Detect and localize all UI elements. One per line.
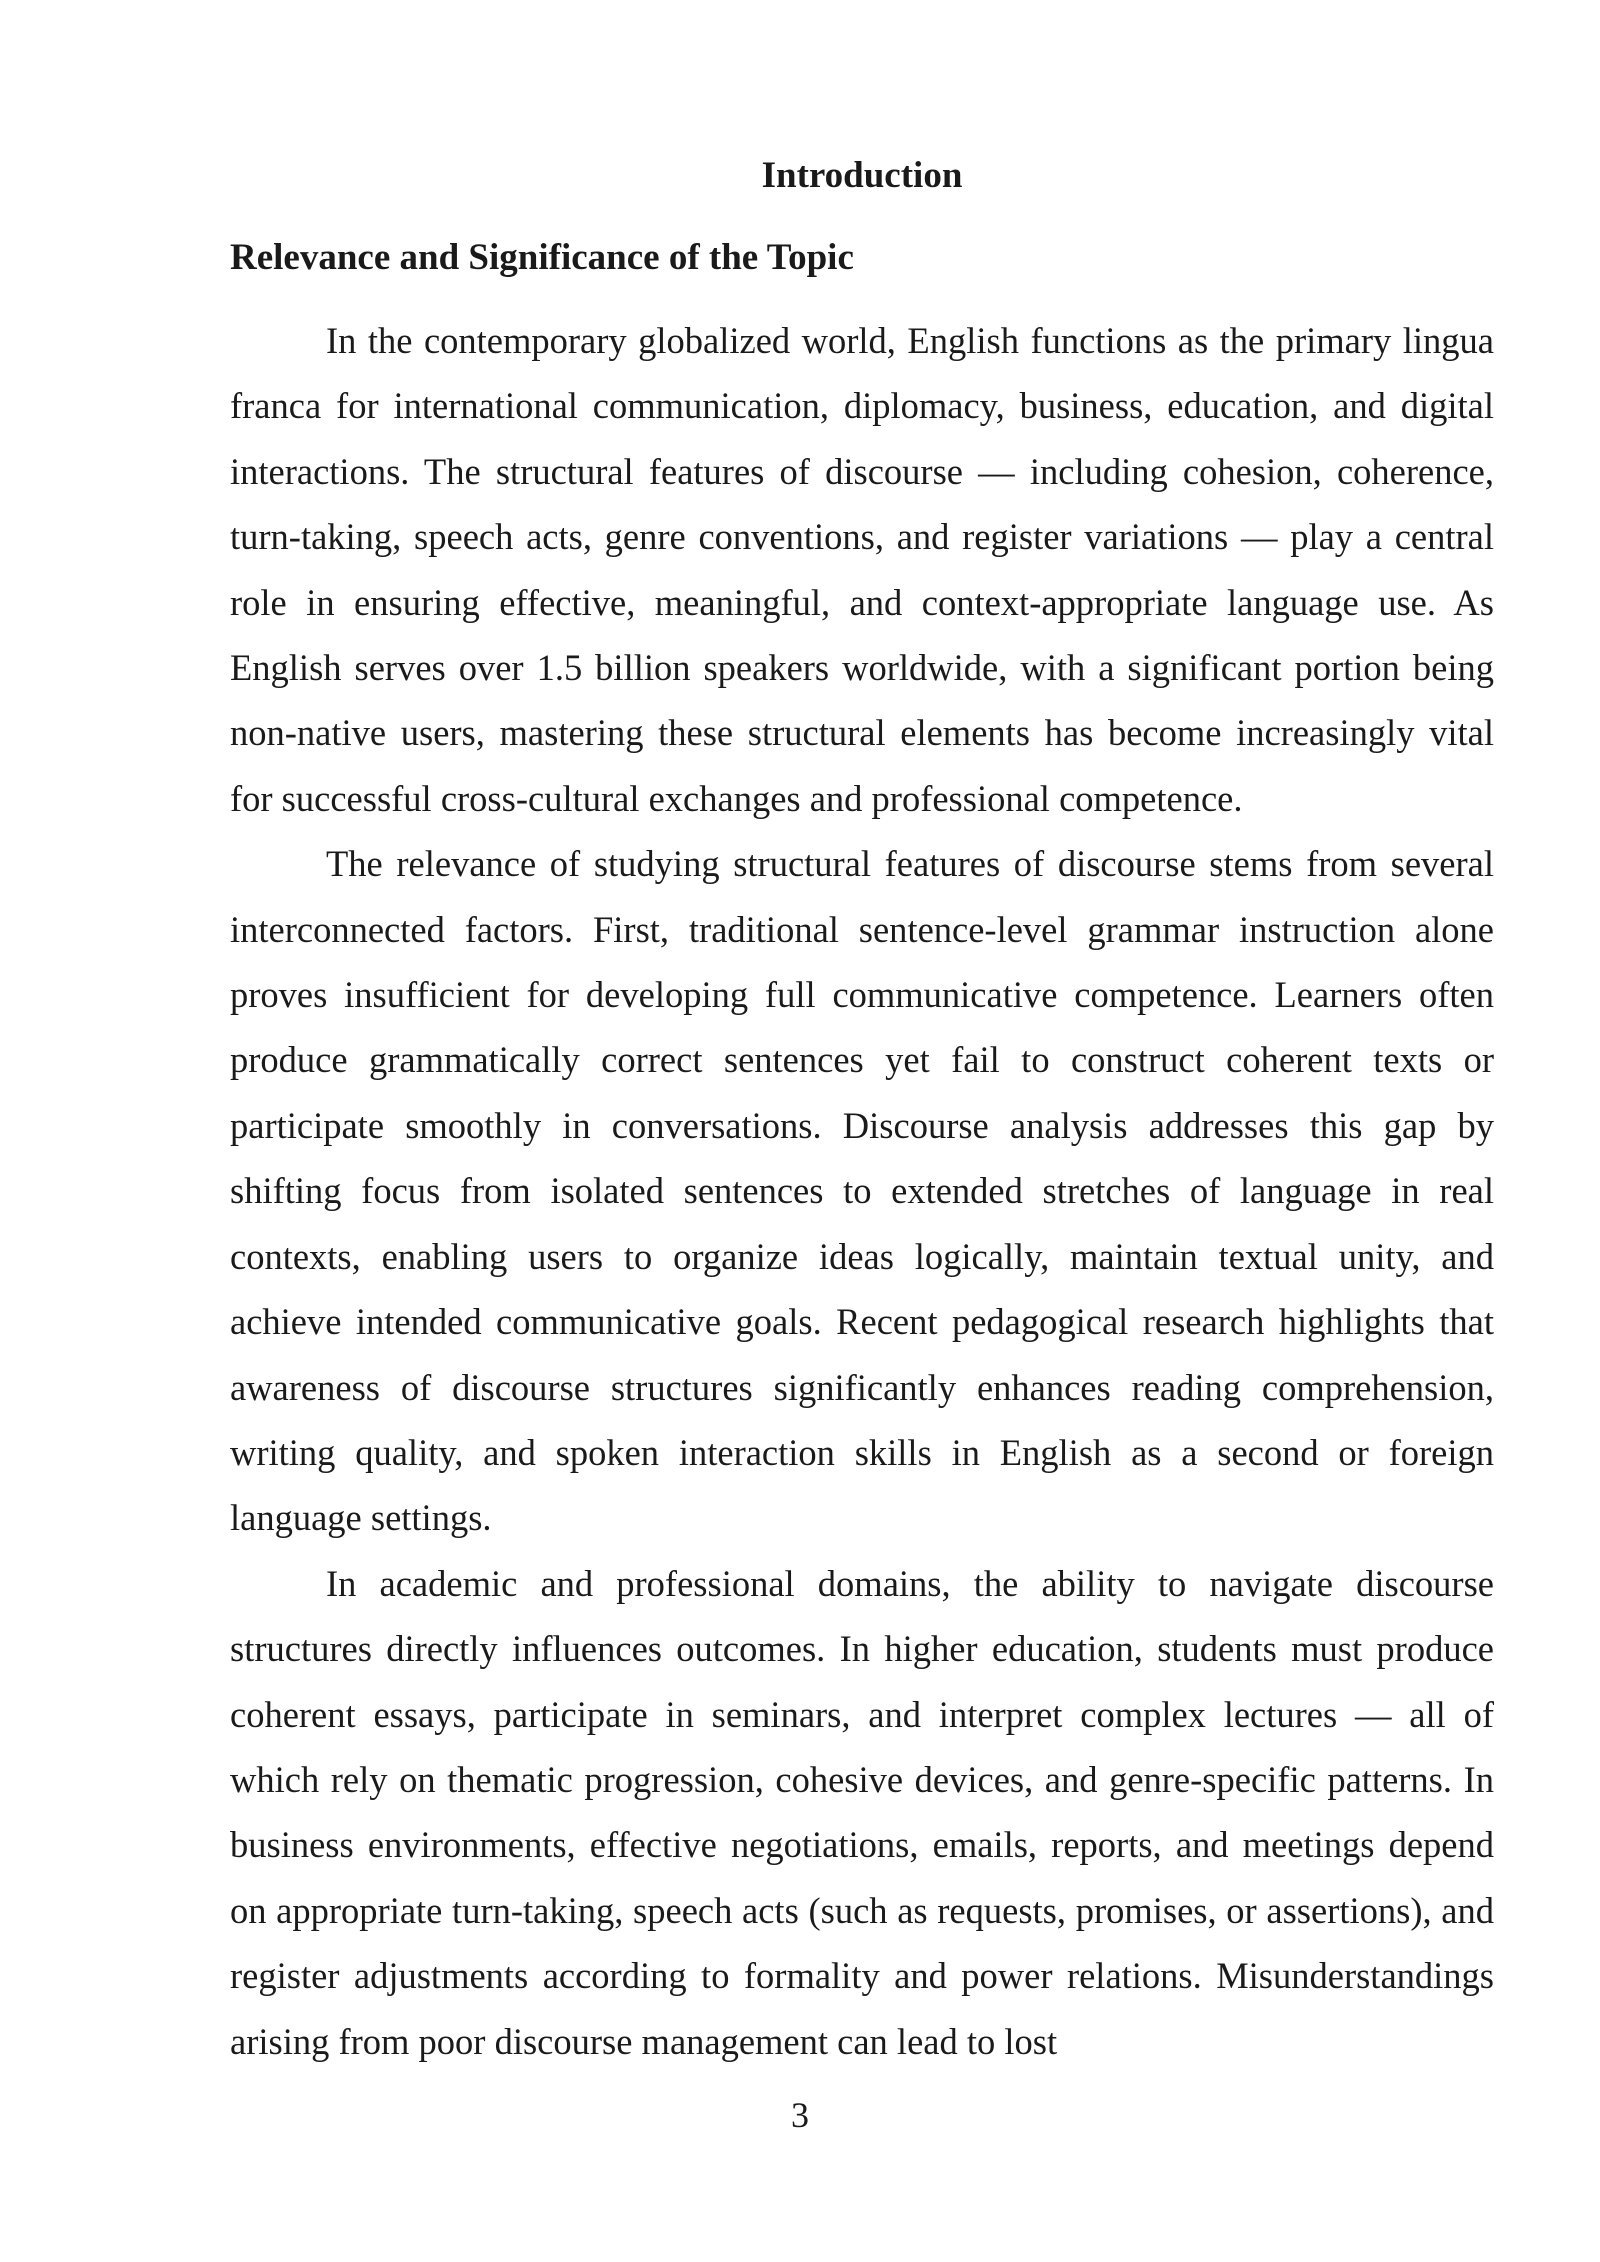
body-paragraph: The relevance of studying structural features of discourse stems from several interconnected factors. First, traditional sentence-level grammar instruction alone proves insufficient for developing full communicative competence. Learners often produce grammatically correct sentences yet fail to construct coherent texts or participate smoothly in conversations. Discourse analysis addresses this gap by shifting focus from isolated sentences to extended stretches of language in real contexts, enabling users to organize ideas logically, maintain textual unity, and achieve intended communicative goals. Recent pedagogical research highlights that awareness of discourse structures significantly enhances reading comprehension, writing quality, and spoken interaction skills in English as a second or foreign language settings. [230, 843, 1494, 1539]
page-number: 3 [791, 2095, 809, 2135]
body-paragraph: In academic and professional domains, the ability to navigate discourse structures directly influences outcomes. In higher education, students must produce coherent essays, participate in seminars, and interpret complex lectures — all of which rely on thematic progression, cohesive devices, and genre-specific patterns. In business environments, effective negotiations, emails, reports, and meetings depend on appropriate turn-taking, speech acts (such as requests, promises, or assertions), and register adjustments according to formality and power relations. Misunderstandings arising from poor discourse management can lead to lost [230, 1562, 1494, 2062]
chapter-title: Introduction [761, 155, 963, 196]
body-paragraph: In the contemporary globalized world, English functions as the primary lingua franca for international communication, diplomacy, business, education, and digital interactions. The structural features of discourse — including cohesion, coherence, turn-taking, speech acts, genre conventions, and register variations — play a central role in ensuring effective, meaningful, and context-appropriate language use. As English serves over 1.5 billion speakers worldwide, with a significant portion being non-native users, mastering these structural elements has become increasingly vital for successful cross-cultural exchanges and professional competence. [230, 320, 1494, 819]
page-content [230, 148, 1494, 2074]
section-heading: Relevance and Significance of the Topic [230, 237, 854, 278]
